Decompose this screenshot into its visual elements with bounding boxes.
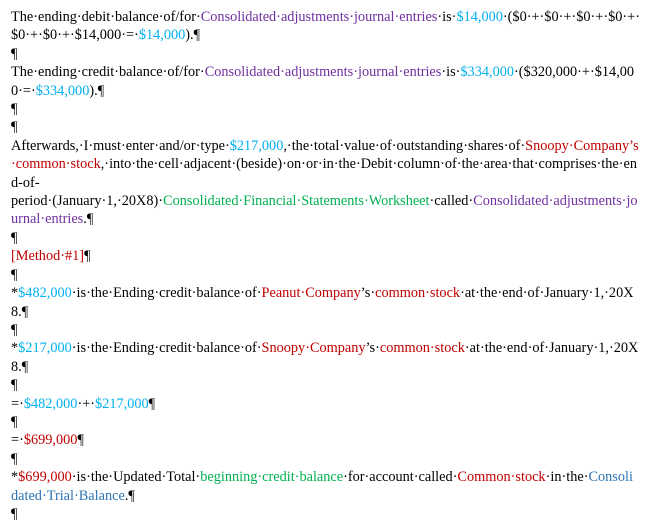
paragraph bbox=[11, 413, 640, 431]
paragraph bbox=[11, 450, 640, 468]
paragraph bbox=[11, 118, 640, 136]
text-run: $334,000 bbox=[460, 64, 515, 81]
text-run: ¶ bbox=[11, 45, 18, 62]
paragraph bbox=[11, 284, 640, 321]
text-run: ¶ bbox=[11, 321, 18, 338]
text-run: ·for·account·called· bbox=[343, 469, 458, 486]
text-run: * bbox=[11, 469, 19, 486]
text-run: $217,000 bbox=[18, 340, 72, 357]
text-run: * bbox=[11, 340, 19, 357]
paragraph bbox=[11, 247, 640, 265]
text-run: ·is· bbox=[437, 9, 457, 25]
text-run: Consolidated·adjustments·journal·entries bbox=[204, 64, 442, 81]
text-run: ¶ bbox=[11, 119, 18, 136]
text-run: ).¶ bbox=[89, 82, 105, 99]
paragraph bbox=[11, 137, 640, 229]
text-run: ¶ bbox=[11, 229, 18, 246]
text-run: $699,000 bbox=[23, 432, 78, 449]
text-run: $482,000 bbox=[23, 395, 78, 412]
text-run: Consolidated·Financial·Statements·Worksheet bbox=[163, 193, 430, 210]
text-run: Common·stock bbox=[457, 469, 546, 486]
text-run: ¶ bbox=[148, 395, 156, 412]
text-run: ·($320,000·+·$14,000·=· bbox=[11, 64, 635, 99]
text-run: Snoopy·Company bbox=[261, 340, 366, 357]
text-run: =· bbox=[11, 432, 24, 449]
text-run: ·called· bbox=[429, 193, 474, 210]
paragraph bbox=[11, 321, 640, 339]
text-run: beginning·credit·balance bbox=[200, 469, 344, 486]
text-run: ).¶ bbox=[185, 27, 201, 44]
text-run: ·is·the·Updated·Total· bbox=[71, 469, 201, 486]
text-run: * bbox=[11, 285, 19, 302]
text-run: ¶ bbox=[11, 266, 18, 283]
text-run: ,·the·total·value·of·outstanding·shares·of· bbox=[283, 137, 526, 154]
text-run: =· bbox=[11, 395, 24, 412]
paragraph bbox=[11, 395, 640, 413]
text-run: ¶ bbox=[11, 377, 18, 394]
text-run: Peanut·Company bbox=[261, 285, 361, 302]
text-run: ·is· bbox=[441, 64, 461, 81]
text-run: ,·into·the·cell·adjacent·(beside)·on·or·in·the·Debit·column·of·the·area·that·comprises·the·end-of-period·(January·1,·20X8)· bbox=[11, 156, 638, 210]
paragraph bbox=[11, 468, 640, 505]
text-run: ¶ bbox=[11, 101, 18, 118]
paragraph bbox=[11, 266, 640, 284]
text-run: ·at·the·end·of·January·1,·20X8.¶ bbox=[11, 340, 639, 375]
text-run: Snoopy·Company’s·common·stock bbox=[11, 137, 639, 173]
text-run: $14,000 bbox=[138, 27, 186, 44]
text-run: $217,000 bbox=[229, 137, 284, 154]
text-run: Afterwards,·I·must·enter·and/or·type· bbox=[11, 137, 230, 154]
paragraph bbox=[11, 339, 640, 376]
text-run: ·+· bbox=[77, 395, 96, 412]
text-run: ·in·the· bbox=[545, 469, 589, 486]
paragraph bbox=[11, 376, 640, 394]
text-run: ·at·the·end·of·January·1,·20X8.¶ bbox=[11, 285, 634, 320]
text-run: ’s· bbox=[360, 285, 376, 302]
text-run: [Method·#1] bbox=[11, 248, 85, 265]
text-run: $217,000 bbox=[95, 395, 149, 412]
text-run: ¶ bbox=[11, 450, 18, 467]
text-run: Consolidated·adjustments·journal·entries bbox=[200, 9, 438, 25]
text-run: ¶ bbox=[11, 505, 18, 522]
paragraph bbox=[11, 45, 640, 63]
text-run: Consolidated·adjustments·journal·entries bbox=[11, 193, 638, 228]
text-run: .¶ bbox=[124, 487, 135, 504]
text-run: The·ending·credit·balance·of/for· bbox=[11, 64, 205, 81]
text-run: ·is·the·Ending·credit·balance·of· bbox=[71, 285, 262, 302]
text-run: common·stock bbox=[379, 340, 465, 357]
paragraph bbox=[11, 8, 640, 45]
paragraph bbox=[11, 431, 640, 449]
paragraph bbox=[11, 505, 640, 523]
text-run: ¶ bbox=[77, 432, 84, 449]
text-run: common·stock bbox=[375, 285, 461, 302]
text-run: Consolidated·Trial·Balance bbox=[11, 469, 633, 504]
text-run: $14,000 bbox=[456, 9, 503, 25]
text-run: ·($0·+·$0·+·$0·+·$0·+·$0·+·$0·+·$14,000·=· bbox=[11, 9, 640, 44]
text-run: The·ending·debit·balance·of/for· bbox=[11, 9, 201, 25]
text-run: $334,000 bbox=[35, 82, 90, 99]
paragraph bbox=[11, 100, 640, 118]
text-run: ·is·the·Ending·credit·balance·of· bbox=[71, 340, 262, 357]
text-run: $482,000 bbox=[18, 285, 72, 302]
text-run: ¶ bbox=[11, 413, 18, 430]
text-run: .¶ bbox=[83, 211, 94, 228]
paragraph bbox=[11, 63, 640, 100]
text-run: $699,000 bbox=[18, 469, 72, 486]
paragraph bbox=[11, 229, 640, 247]
text-run: ¶ bbox=[84, 248, 91, 265]
text-run: ’s· bbox=[365, 340, 380, 357]
